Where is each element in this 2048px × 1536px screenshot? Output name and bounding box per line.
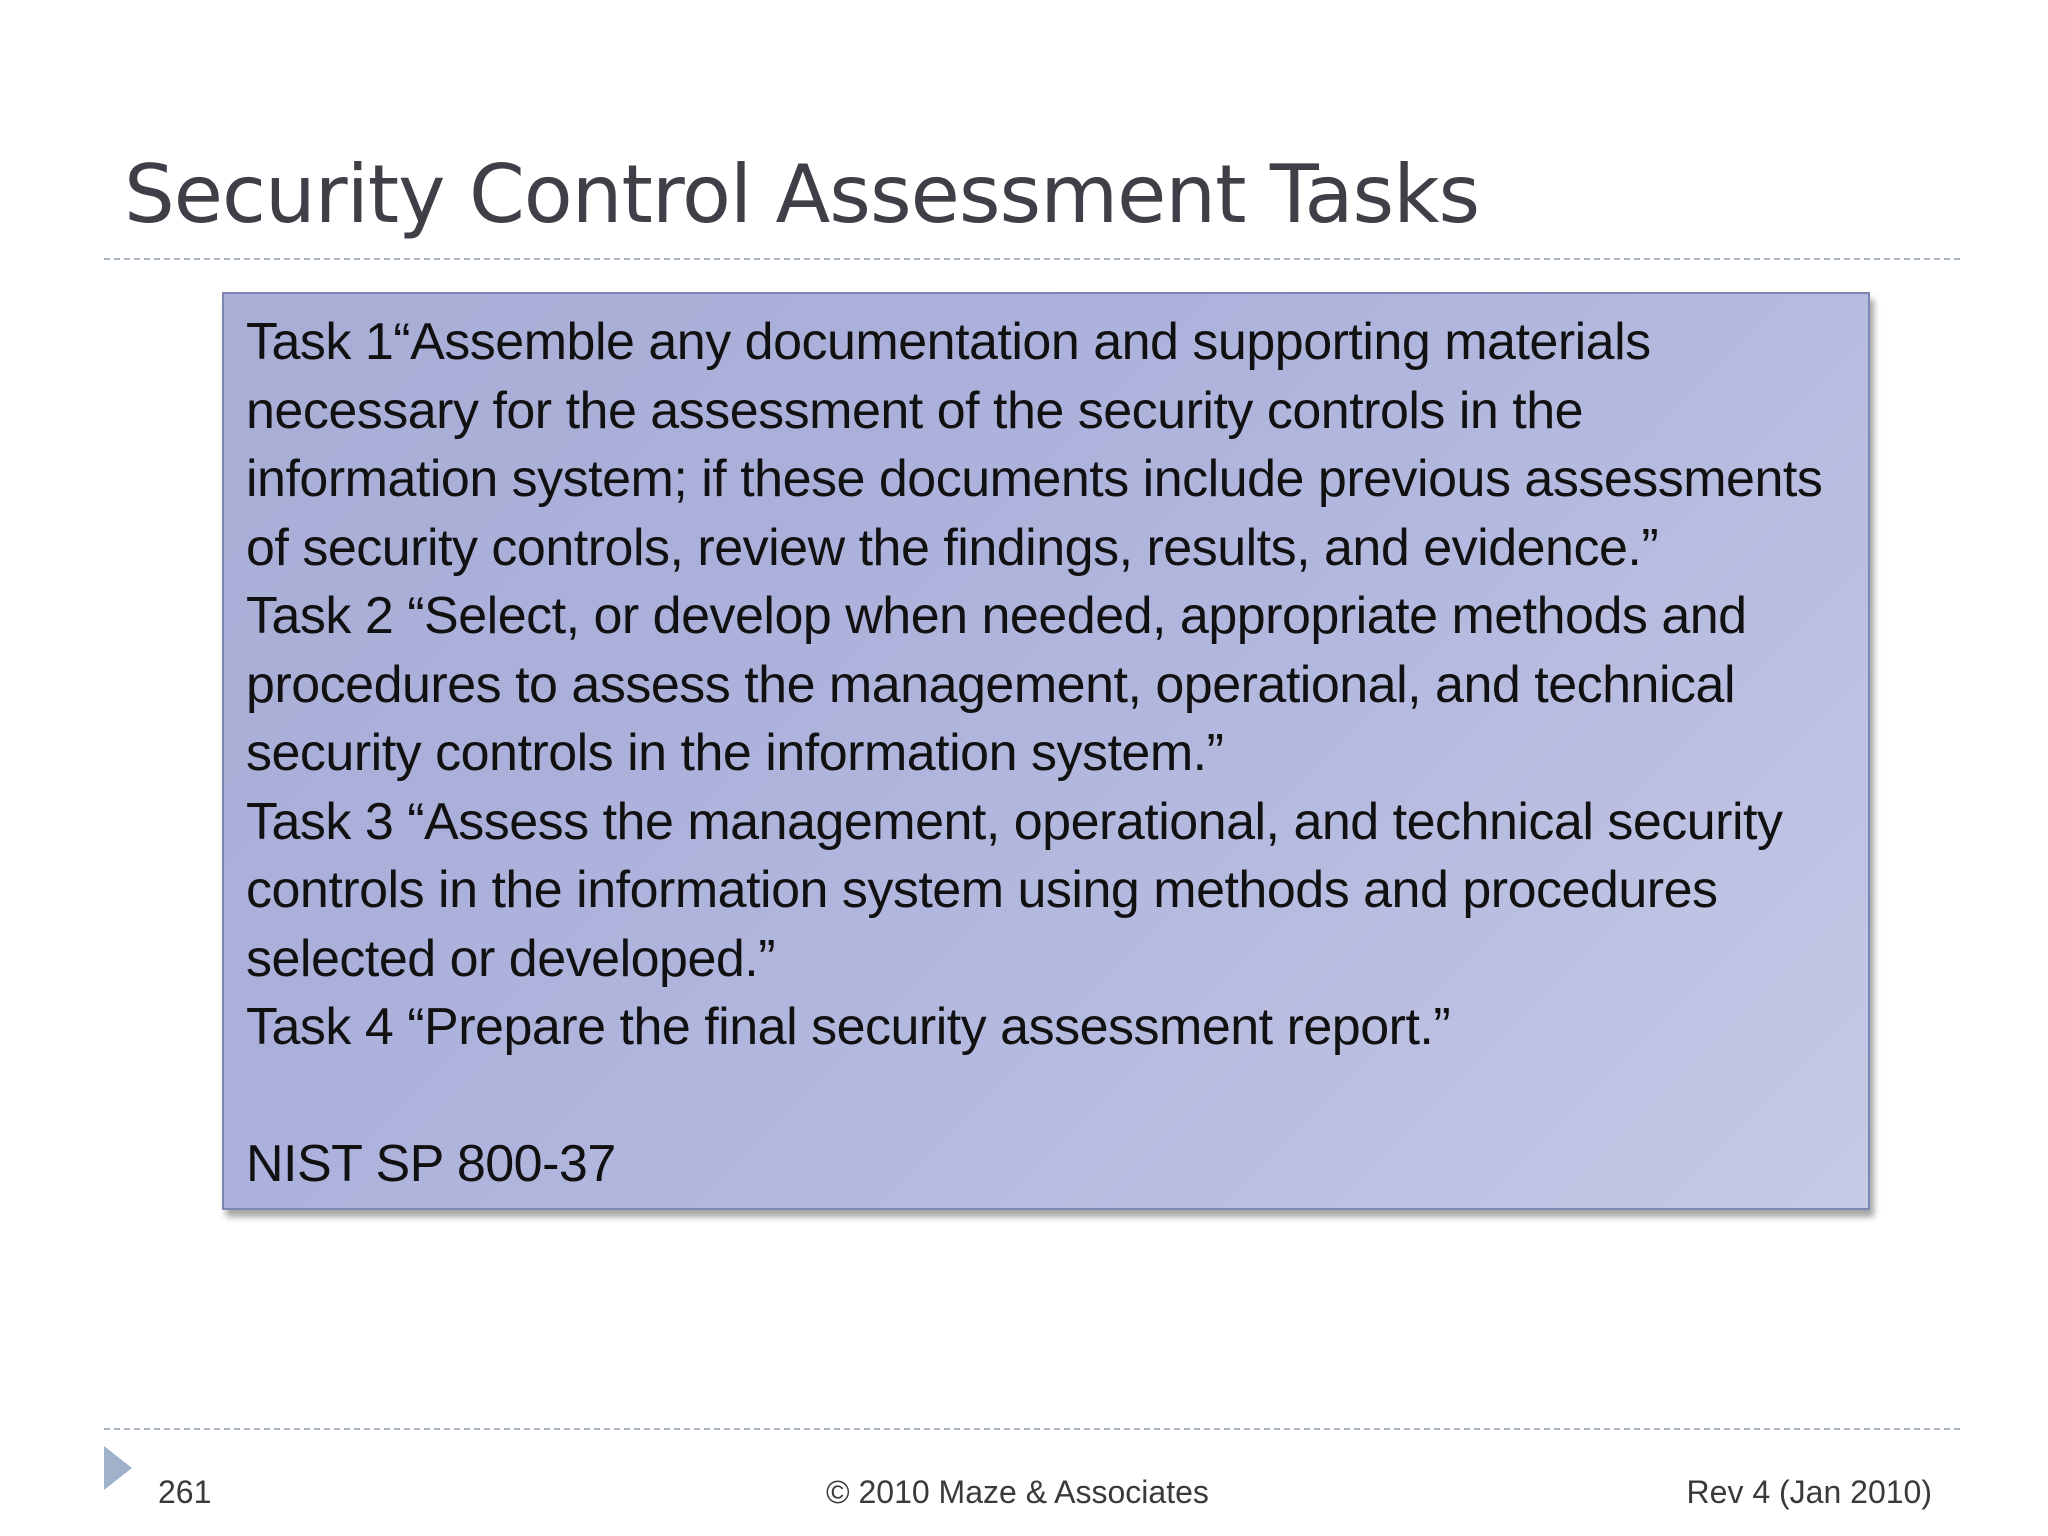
- play-triangle-icon: [104, 1446, 132, 1490]
- source-citation: NIST SP 800-37: [246, 1135, 616, 1193]
- copyright-notice: © 2010 Maze & Associates: [826, 1474, 1209, 1510]
- slide-title: Security Control Assessment Tasks: [124, 148, 1480, 241]
- content-box: [222, 292, 1870, 1210]
- footer-divider: [104, 1428, 1960, 1430]
- title-divider: [104, 258, 1960, 260]
- task-1-line-2: necessary for the assessment of the security controls in the: [246, 381, 1584, 440]
- task-3-line-3: selected or developed.”: [246, 929, 776, 988]
- page-number: 261: [158, 1474, 212, 1510]
- task-1-line-3: information system; if these documents include previous assessments: [246, 450, 1823, 508]
- revision-label: Rev 4 (Jan 2010): [1686, 1474, 1932, 1510]
- task-1-line-4: of security controls, review the findings, results, and evidence.”: [246, 518, 1659, 577]
- task-1-line-1: Task 1“Assemble any documentation and supporting materials: [246, 313, 1651, 371]
- task-2-line-3: security controls in the information system.”: [246, 724, 1224, 782]
- task-2-line-1: Task 2 “Select, or develop when needed, appropriate methods and: [246, 587, 1747, 645]
- task-4-line-1: Task 4 “Prepare the final security assessment report.”: [246, 998, 1451, 1056]
- task-3-line-2: controls in the information system using methods and procedures: [246, 861, 1718, 919]
- task-3-line-1: Task 3 “Assess the management, operational, and technical security: [246, 792, 1783, 851]
- blank-line: [246, 1062, 1868, 1131]
- task-2-line-2: procedures to assess the management, operational, and technical: [246, 655, 1735, 714]
